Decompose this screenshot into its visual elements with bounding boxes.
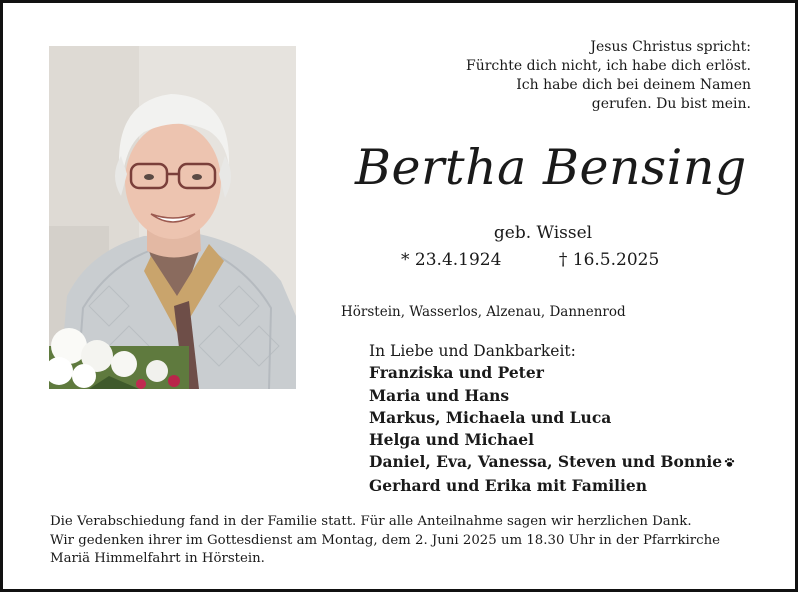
closing-text — [50, 513, 720, 569]
verse-line: gerufen. Du bist mein. — [591, 96, 751, 112]
mourner-entry: Helga und Michael — [369, 430, 534, 450]
places-of-life: Hörstein, Wasserlos, Alzenau, Dannenrod — [341, 304, 626, 320]
verse-line: Ich habe dich bei deinem Namen — [516, 77, 751, 93]
mourner-entry: Gerhard und Erika mit Familien — [369, 475, 648, 495]
mourner-entry: Franziska und Peter — [369, 363, 544, 383]
deceased-name: Bertha Bensing — [355, 139, 747, 196]
verse-line: Fürchte dich nicht, ich habe dich erlöst. — [465, 58, 751, 74]
verse-line: Jesus Christus spricht: — [590, 39, 751, 55]
paw-print-icon — [724, 452, 735, 474]
maiden-name: geb. Wissel — [493, 223, 593, 243]
bible-verse — [466, 38, 751, 114]
mourners-intro: In Liebe und Dankbarkeit: — [369, 342, 576, 360]
portrait-photo — [49, 46, 296, 389]
birth-date: * 23.4.1924 — [401, 250, 502, 270]
closing-line: Mariä Himmelfahrt in Hörstein. — [50, 551, 265, 566]
closing-line: Wir gedenken ihrer im Gottesdienst am Montag, dem 2. Juni 2025 um 18.30 Uhr in der Pfarrkirche — [50, 532, 721, 548]
mourners-list — [369, 340, 735, 497]
death-date: † 16.5.2025 — [558, 250, 660, 270]
life-dates — [401, 248, 659, 272]
mourner-entry-with-pet — [369, 451, 735, 474]
mourner-entry: Markus, Michaela und Luca — [369, 407, 612, 427]
mourner-entry: Maria und Hans — [369, 385, 510, 405]
closing-line: Die Verabschiedung fand in der Familie statt. Für alle Anteilnahme sagen wir herzlichen Dank. — [50, 514, 692, 529]
mourner-entry-text: Daniel, Eva, Vanessa, Steven und Bonnie — [369, 452, 723, 472]
